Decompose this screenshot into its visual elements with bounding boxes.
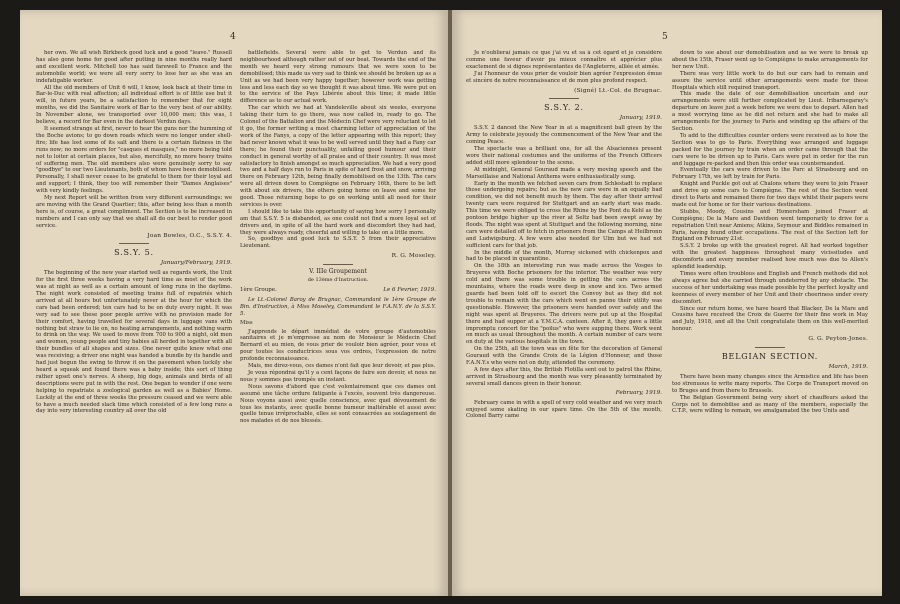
- paragraph-list: [240, 329, 436, 426]
- paragraph: J'apprends le départ immédiat de votre groupe d'automobiles sanitaires et je m'empresse au nom de Monsieur le Médecin Chef Bernard et au mien, de vous prier de voulo​ir bien agréer, pour vous et pour toutes les conductrices sous vos ordres, l'expression de notre profonde reconnaissance.: [240, 328, 436, 363]
- paragraph: This made the date of our demobilisation uncertain and our arrangements were still further complicated by Lieut. Iribarnegaray's departure on leave just a week before we were due to depart. Allen had a most worrying time as he did not return and she had to make all arrangements for the journey to Paris and winding up the affairs of the Section.: [672, 91, 868, 132]
- page-right: [452, 10, 882, 596]
- letter-date: Le 6 Fevrier, 1919.: [383, 287, 436, 293]
- letter-addressee: Le Lt.-Colonel Baroy de Brugnac, Commandant le 1ère Groupe de Bin. d'Instruction, à Miss Moseley, Commandant le F.A.N.Y. de la S.S.Y. 5.: [240, 296, 436, 317]
- paragraph-list: [466, 125, 662, 387]
- section-date: January, 1919.: [619, 115, 662, 122]
- paragraph: The beginning of the new year started well as regards work, the Unit for the first three weeks having a very hard time as most of the work was at night as well as a certain amount of long runs in the daytime. The night work consisted of meeting trains full of repatriés which arrived at all hours but unfortunately never at the hour for which the cars had been ordered; ten cars had to be on duty every night. It was very sad to see these poor people arrive with no provision made for their comfort, having travelled for several days in luggage vans with nothing but straw to lie on, no heating arrangements, and nothing warm to drink on the way. We used to move from 700 to 900 a night, old men and women, young people and tiny babies all herded in together with all their bundles of all shapes and sizes. One never quite knew what one was receiving; a driver one night was handed a bundle by its handle and had just begun the swing to throw it on the pavement when luckily she heard a squeak and found there was a baby inside; this sort of thing rather upset one's nerves. A sheep, big dogs, animals and birds of all descriptions were put in with the rest. One began to wonder if one were helping to repatriate a zoological garden as well as a Babies' Home. Luckily at the end of three weeks the pressure ceased and we were able to have a much needed slack time which consisted of a few long runs a day into very interesting country all over the old: [36, 270, 232, 415]
- paragraph: Mais, me direz-vous, ces dames n'ont fait que leur devoir, et pas plus.: [248, 363, 436, 370]
- paragraph-list: [466, 50, 662, 85]
- letter-subheading: de 13ème d'Instruction.: [307, 277, 369, 284]
- paragraph: Stubbs, Moody, Cousins and Homersham joined Fraser at Compiègne; De la Mare and Davidson went temporarily to drive for a repatriation Unit near Amiens; Atkins, Seymour and Biddles remained in Paris, having found other occupations. The rest of the Section left for England on February 21st.: [672, 208, 868, 243]
- divider: [119, 243, 149, 244]
- letter-meta: [240, 287, 436, 294]
- paragraph: My next Report will be written from very different surroundings; we are moving with the Grand Quartier; this, after being less than a month here is, of course, a great compliment. The Section is to be increased in numbers and I can only say that we shall all do our best to render good service.: [36, 195, 232, 229]
- paragraph: All the old members of Unit 6 will, I know, look back at their time in Bar-le-Duc with real affection; all individual effort is of little use but it will, in future years, be a satisfaction to remember that for eight months, we did the Sanitaire work of Bar to the very best of our ability. In November alone, we transported over 10,000 men; this was, I believe, a record for Bar even in the darkest Verdun days.: [36, 84, 232, 126]
- paragraph: Nous savons d'abord que c'est volontairement que ces dames ont assumé une tâche ordure fatigante à l'excès, souvent très dangereuse. Nous voyons aussi avec quelle conscience, avec quel dévouement de tous les instants, avec quelle bonne humeur inaltérable et aussi avec quelle tenue irréprochable, elles se sont consacrées au soulagement de nos malades et de nos blessés.: [240, 383, 436, 425]
- paragraph-list: [466, 400, 662, 421]
- page-left: [20, 10, 448, 596]
- paragraph: Since our return home, we have heard that Blacker, De la Mare and Cousins have received the Croix de Guerre for their fine work in May and July, 1918, and all the Unit congratulate them on this well-merited honour.: [672, 305, 868, 333]
- divider: [549, 98, 579, 99]
- page-number: 4: [230, 32, 236, 42]
- column-left-1: [36, 50, 232, 590]
- paragraph: Eventually the cars were driven to the Parc at Strasbourg and on February 17th, we left by train for Paris.: [672, 167, 868, 181]
- paragraph: On the 25th, all the town was en fête for the decoration of General Gouraud with the Grande Croix de la Légion d'Honneur, and those F.A.N.Y.s who were not on duty, attended the ceremony.: [466, 346, 662, 367]
- signature: (Signé) Lt.-Col. de Brugnac.: [574, 87, 662, 94]
- section-title: S.S.Y. 5.: [114, 248, 154, 258]
- paragraph: Times were often troublous and English and French methods did not always agree but she carried through undeterred by any obstacle. The success of her undertaking was made possible by the perfect loyalty and keenness of every member of her Unit and their cheeriness under every discomfort.: [672, 271, 868, 305]
- paragraph-list: [240, 50, 436, 250]
- paragraph-list: [672, 50, 868, 333]
- paragraph: The spectacle was a brilliant one, for all the Alsaciennes present wore their national costumes and the uniforms of the French Officers added still more splendour to the scene.: [466, 145, 662, 166]
- paragraph: Early in the month we fetched seven cars from Schlestadt to replace those undergoing repairs; but as the new cars were in an equally bad condition, we did not benefit much by them. The day after their arrival twenty cars were required for Stuttgart and an early start was made. This time we were obliged to cross the Rhine by the Pont du Kehl as the pontoon bridge higher up the river at Seltz had been swept away by floods. The night was spent at Stuttgart and the following morning, nine cars were detailed off to fetch in prisoners from the Camps at Heilbronn and Ludwigsburg. A few were also needed for Ulm but we had not sufficient cars for that job.: [466, 180, 662, 249]
- column-right-2: [672, 50, 868, 590]
- section-date: January/February, 1919.: [160, 260, 232, 267]
- paragraph: The car which we had at Vandeleville about six weeks, everyone taking their turn to go there, was now called in, ready to go. The Colonel of the Battalion and the Médecin Chef were very reluctant to let it go, the former writing a most charming letter of appreciation of the work of the Fanys, a copy of the letter appearing with this report; they had never known what it was to be well served until they had a Fany car there; he found their punctuality, unfailing good humour and their conduct in general worthy of all praise and of their country. It was most satisfactory to finish amongst so much appreciation. We had a very good two and a half days run to Paris in spite of hard frost and snow, arriving there on February 12th, being finally demobilised on the 13th. The cars were all driven down to Compiègne on February 16th, there to be left with about six drivers, the others going home on leave and some for good. Those returning hope to go on working until all need for their services is over.: [240, 105, 436, 208]
- paragraph: It seemed strange at first, never to hear the guns nor the humming of the Boche avions; to go down roads which were no longer under shell-fire; life has lost some of its salt and there is a certain flatness in the runs now; no more orders for "casques et masques," no more being told not to loiter at certain places, but also, mercifully, no more heavy trains of suffering men. The old members also were genuinely sorry to say "goodbye" to our two Lieutenants, both of whom have been demobilised. Personally, I shall never cease to be grateful to them for their loyal aid and support; I think, they too will remember their "Dames Anglaises" with very kindly feelings.: [36, 125, 232, 195]
- paragraph: So, goodbye and good luck to S.S.Y. 5 from their appreciative Lieutenant.: [240, 236, 436, 250]
- paragraph: The Belgian Government being very short of chauffeurs asked the Corps not to demobilise and as many of the members, especially the C.T.P., were willing to remain, we amalgamated the two Units and: [672, 394, 868, 415]
- column-right-1: [466, 50, 662, 590]
- section-date: March, 1919.: [828, 363, 868, 370]
- paragraph-list: [672, 374, 868, 415]
- letter-group: 1ère Groupe.: [240, 287, 277, 293]
- section-date: February, 1919.: [615, 389, 662, 396]
- paragraph: In the middle of the month, Murray sickened with chickenpox and had to be placed in quarantine.: [466, 249, 662, 263]
- paragraph: battlefields. Several were able to get to Verdun and its neighbourhood although rather out of our beat. Towards the end of the month we heard very strong rumours that we were soon to be demobilised; this made us very sad to think we should be broken up as a Unit as we had been very happy together; however work was getting less and less each day so we thought it was about time. We were put on to the service of the Pays Libérée about this time; it made little difference as to our actual work.: [240, 50, 436, 105]
- paragraph: I should like to take this opportunity of saying how sorry I personally am that S.S.Y. 5 is disbanded, as one could not find a more loyal set of drivers and, in spite of all the hard work and discomfort they had had, they were always ready, cheerful and willing to take on a little more.: [240, 208, 436, 236]
- paragraph: On the 18th an interesting run was made across the Vosges to Bruyeres with Boche prisoners for the interior. The weather was very cold and there was some trouble in getting the cars across the mountains, where the roads were deep in snow and ice. Two armed guards had been told off to escort the Convoy but as they did not trouble to remain with the cars which went en panne their utility was questionable. However, the prisoners were handed over safely and the night was spent at Bruyeres. The drivers were put up at the Hospital there and had supper at a Y.M.C.A. canteen. After it, they gave a little impromptu concert for the "poilus" who were supping there. Work went on much as usual throughout the month. A certain number of cars were on duty at the various hospitals in the town.: [466, 263, 662, 346]
- letter-salutation: Miss: [240, 319, 253, 326]
- page-number: 5: [662, 32, 668, 42]
- paragraph: To add to the difficulties counter orders were received as to how the Section was to go to Paris. Everything was arranged and luggage packed for the journey by train when an order came through that the cars were to be driven up to Paris. Cars were put in order for the run and luggage re-packed and then this order was countermanded.: [672, 132, 868, 167]
- paragraph: There was very little work to do but our cars had to remain and assure the service until other arrangements were made for these Hospitals which still required transport.: [672, 70, 868, 91]
- paragraph: Je n'oublierai jamais ce que j'ai vu et sa à cet égard et je considère comme une faveur d'avoir pu mieux connaître et apprécier plus exactement de si dignes représentantes de l'Angleterre, alliée et aimée.: [466, 50, 662, 70]
- paragraph: her own. We all wish Birkbeck good luck and a good "leave." Russell has also gone home for good after putting in nine months really hard and excellent work. Mitchell too has said farewell to France and the automobile world; we were all very sorry to lose her as she was an indefatigable worker.: [36, 50, 232, 84]
- signature: G. G. Peyton-Jones.: [808, 336, 868, 343]
- paragraph: A few days after this, the British Flotilla sent out to patrol the Rhine, arrived in Strasbourg and the month was very pleasantly terminated by several small dances given in their honour.: [466, 366, 662, 387]
- section-title: S.S.Y. 2.: [544, 103, 584, 113]
- paragraph: S.S.Y. 2 danced the New Year in at a magnificent ball given by the Army to celebrate joyously the commencement of the New Year and the coming Peace.: [466, 125, 662, 146]
- signature: Joan Bowles, O.C., S.S.Y. 4.: [147, 232, 232, 239]
- divider: [323, 264, 353, 265]
- paragraph-list: [36, 50, 232, 230]
- signature: R. G. Moseley.: [391, 253, 436, 260]
- column-left-2: [240, 50, 436, 590]
- paragraph: J'ai l'honneur de vous prier de vouloir bien agréer l'expression émue et sincère de notre reconnaissance et de mon plus profond respect.: [466, 70, 662, 84]
- paragraph: Knight and Puckle got out at Chalons where they were to join Fraser and drive up some cars to Compiègne. The rest of the Section went direct to Paris and remained there for two days whilst their papers were made out for home or for their various destinations.: [672, 181, 868, 208]
- paragraph: There have been many changes since the Armistice and life has been too strenuous to write many reports. The Corps de Transport moved on to Bruges and from there to Brussels.: [672, 373, 868, 394]
- divider: [755, 347, 785, 348]
- paragraph: At midnight, General Gouraud made a very moving speech and the Marseillaise and National Anthems were enthusiastically sung.: [466, 166, 662, 180]
- paragraph: down to see about our demobilisation and as we were to break up about the 15th, Fraser went up to Compiègne to make arrangements for her new Unit.: [672, 50, 868, 70]
- paragraph: S.S.Y. 2 broke up with the greatest regret. All had worked together with the greatest happiness throughout many vicissitudes and discomforts and every member realised how much was due to Allen's splendid leadership.: [672, 243, 868, 271]
- section-title: BELGIAN SECTION.: [721, 352, 819, 362]
- paragraph: February came in with a spell of very cold weather and we very much enjoyed some skating in our spare time. On the 5th of the month, Colonel Barry came: [466, 399, 662, 420]
- paragraph: Je vous répondrai qu'il y a cent façons de faire son devoir, et nous ne nous y sommes pas trompés un instant.: [240, 369, 436, 383]
- paragraph-list: [36, 270, 232, 415]
- letter-heading: V. IIIe Groupement: [309, 268, 367, 276]
